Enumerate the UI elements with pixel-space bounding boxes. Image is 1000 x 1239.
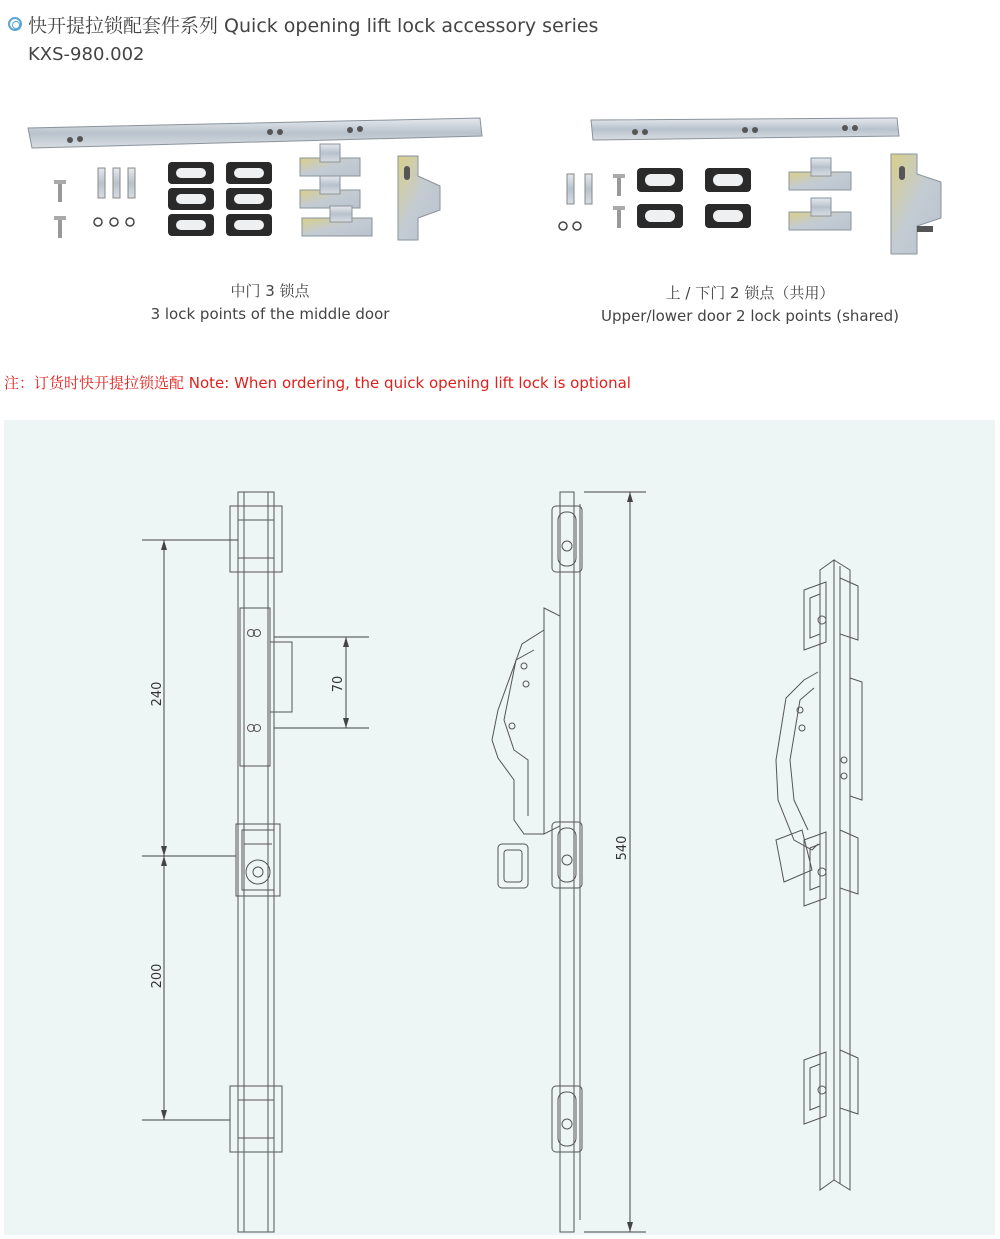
caption-cn: 上 / 下门 2 锁点（共用） bbox=[665, 284, 835, 302]
model-number: KXS-980.002 bbox=[28, 44, 145, 65]
title-line bbox=[8, 10, 598, 38]
product-photo-three-point-kit bbox=[20, 110, 500, 250]
product-photo-two-point-kit bbox=[545, 110, 965, 260]
circle-bullet-icon bbox=[8, 17, 22, 31]
caption-two-point bbox=[530, 282, 970, 328]
ordering-note: 注：订货时快开提拉锁选配 Note: When ordering, the quick opening lift lock is optional bbox=[4, 374, 631, 392]
isometric-view bbox=[776, 560, 862, 1190]
page-title: 快开提拉锁配套件系列 Quick opening lift lock accessory series bbox=[28, 14, 599, 37]
dimension-label-70: 70 bbox=[331, 675, 346, 693]
page-header bbox=[8, 10, 598, 65]
dimension-label-540: 540 bbox=[615, 835, 630, 861]
front-view bbox=[230, 492, 292, 1232]
caption-cn: 中门 3 锁点 bbox=[230, 282, 310, 300]
caption-three-point bbox=[30, 280, 510, 326]
dimension-label-200: 200 bbox=[150, 963, 165, 989]
caption-en: Upper/lower door 2 lock points (shared) bbox=[600, 307, 900, 325]
technical-drawing bbox=[4, 420, 995, 1235]
side-dimensions bbox=[584, 492, 646, 1232]
technical-drawing-panel bbox=[4, 420, 995, 1235]
dimension-label-240: 240 bbox=[150, 681, 165, 707]
side-view bbox=[492, 492, 582, 1232]
caption-en: 3 lock points of the middle door bbox=[150, 305, 390, 323]
